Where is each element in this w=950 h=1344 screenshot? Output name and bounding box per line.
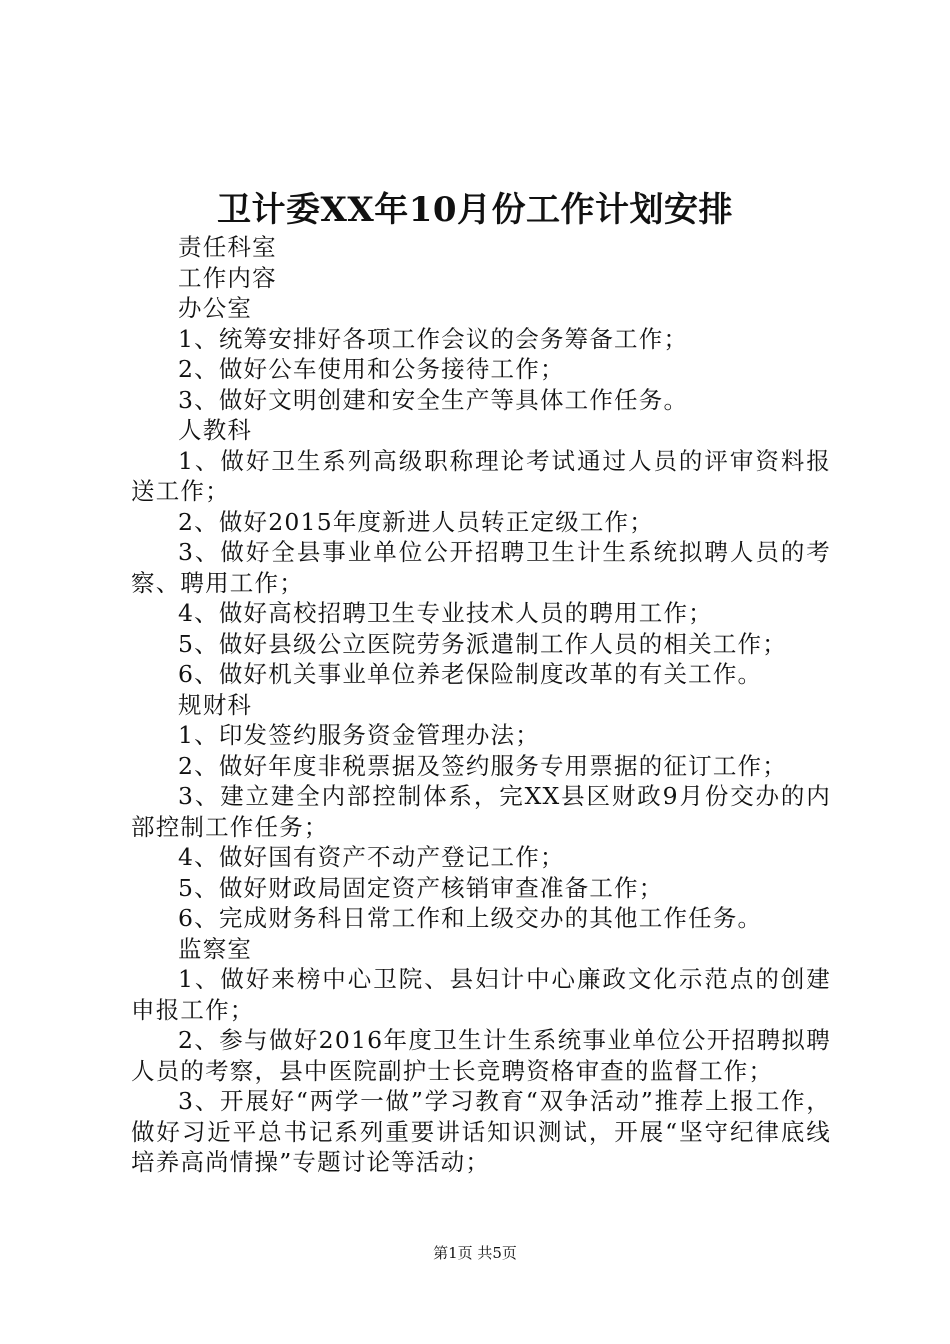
section-supervision: 监察室: [178, 934, 253, 963]
finance-item-5: 5、做好财政局固定资产核销审查准备工作；: [178, 873, 664, 902]
personnel-item-4: 4、做好高校招聘卫生专业技术人员的聘用工作；: [178, 599, 713, 627]
section-office: 办公室: [178, 294, 253, 322]
office-item-2: 2、做好公车使用和公务接待工作；: [178, 355, 565, 383]
finance-item-1: 1、印发签约服务资金管理办法；: [178, 721, 540, 749]
section-personnel: 人教科: [178, 416, 253, 444]
finance-item-6: 6、完成财务科日常工作和上级交办的其他工作任务。: [178, 904, 763, 932]
finance-item-4: 4、做好国有资产不动产登记工作；: [178, 843, 565, 871]
personnel-item-2: 2、做好2015年度新进人员转正定级工作；: [178, 507, 654, 536]
supervision-item-1: 1、做好来榜中心卫院、县妇计中心廉政文化示范点的创建申报工作；: [131, 965, 831, 1024]
personnel-item-5: 5、做好县级公立医院劳务派遣制工作人员的相关工作；: [178, 629, 787, 658]
finance-item-2: 2、做好年度非税票据及签约服务专用票据的征订工作；: [178, 751, 787, 780]
document-title: 卫计委XX年10月份工作计划安排: [216, 190, 734, 230]
personnel-item-1: 1、做好卫生系列高级职称理论考试通过人员的评审资料报送工作；: [131, 446, 831, 505]
personnel-item-3: 3、做好全县事业单位公开招聘卫生计生系统拟聘人员的考察、聘用工作；: [131, 538, 831, 597]
heading-work-content: 工作内容: [178, 263, 277, 292]
heading-responsible-dept: 责任科室: [178, 233, 277, 261]
finance-item-3: 3、建立建全内部控制体系，完XX县区财政9月份交办的内部控制工作任务；: [131, 782, 831, 841]
document-body: [131, 232, 831, 1178]
supervision-item-3: 3、开展好“两学一做”学习教育“双争活动”推荐上报工作，做好习近平总书记系列重要讲话知识测试，开展“坚守纪律底线培养高尚情操”专题讨论等活动；: [131, 1087, 831, 1176]
supervision-item-2: 2、参与做好2016年度卫生计生系统事业单位公开招聘拟聘人员的考察，县中医院副护士长竞聘资格审查的监督工作；: [131, 1026, 831, 1085]
personnel-item-6: 6、做好机关事业单位养老保险制度改革的有关工作。: [178, 660, 763, 688]
page-footer: 第1页 共5页: [433, 1244, 517, 1262]
office-item-1: 1、统筹安排好各项工作会议的会务筹备工作；: [178, 324, 689, 353]
office-item-3: 3、做好文明创建和安全生产等具体工作任务。: [178, 385, 689, 414]
section-finance: 规财科: [178, 690, 253, 719]
